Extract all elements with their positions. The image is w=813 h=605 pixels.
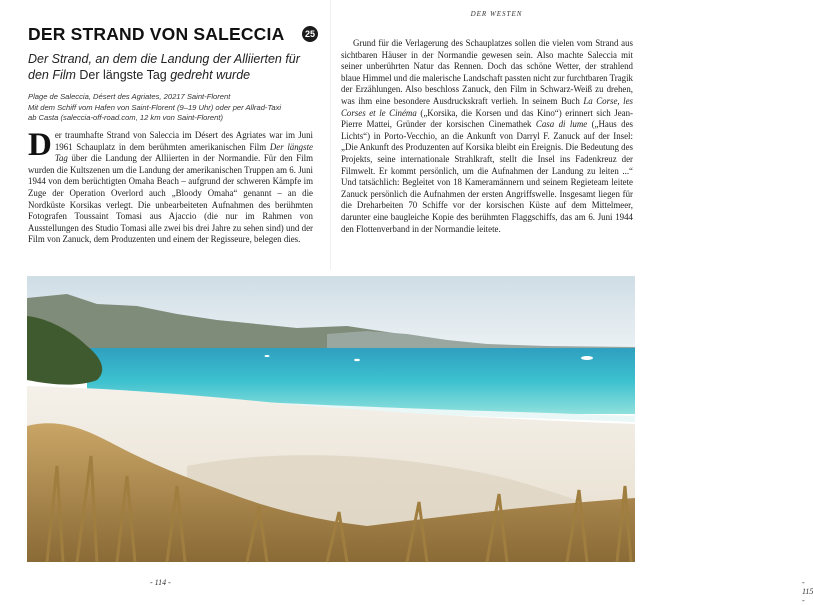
address-line: Mit dem Schiff vom Hafen von Saint-Florent (9–19 Uhr) oder per Allrad-Taxi: [28, 102, 282, 112]
title-row: [28, 24, 318, 46]
right-body-text: [341, 38, 633, 235]
address-block: [28, 92, 318, 124]
subtitle-text-2: gedreht wurde: [166, 68, 251, 82]
left-body-text: [28, 127, 313, 246]
right-body-part-2: („Korsika, die Korsen und das Kino“) erinnert sich Jean-Pierre Mattei, Gründer der korsischen Cinemathek: [341, 107, 634, 130]
boat: [354, 359, 360, 361]
subtitle-text-1: Der Strand, an dem die Landung der Alliierten für den Film: [28, 52, 300, 82]
left-body-part-2: über die Landung der Alliierten in der Normandie. Für den Film wurden die Kultszenen um die Landung der amerikanischen Truppen am 6. Juni 1944 von dem berüchtigten Omaha Beach – aufgrund der schweren Kämpfe im Zuge der Operation Overlord auch „Bloody Omaha“ genannt – an die Nordküste Korsikas verlegt. Die unbearbeiteten Aufnahmen des berühmten Fotografen Toussaint Tomasi aus Ajaccio (die nur im Rahmen von Ausstellungen des Studio Tomasi alle zwei bis drei Jahre zu sehen sind) und der Film von Zanuck, dem Produzenten und einem der Regisseure, belegen dies.: [28, 153, 313, 245]
boat: [265, 355, 270, 357]
film-title-italic: Der längste Tag: [54, 141, 313, 164]
right-body-part-3: („Haus des Lichts“) in Porto-Vecchio, an die Ankunft von Darryl F. Zanuck auf der Insel: „Die Ankunft des Produzenten auf Korsika bleibt ein Ereignis. Die Bedeutung des Projekts, seine internationale Strahlkraft, stellt die Insel ins Fadenkreuz der Filmwelt. Er kommt persönlich, um die Aufnahmen der Landung zu leiten ...“ Und tatsächlich: Begleitet von 18 Kameramännern und seinem Regieteam leitete Zanuck persönlich die Aufnahmen der ersten Angriffswelle. Insgesamt liegen für die Dreharbeiten 70 Schiffe vor der korsischen Küste auf dem Mittelmeer, darunter eine baugleiche Kopie des berühmten Flaggschiffs, das am 6. Juni 1944 den Flottenverband in der Normandie leitete.: [341, 119, 633, 234]
page-number-right: - 115 -: [802, 578, 813, 605]
beach-photo-illustration: [27, 276, 635, 562]
page-number-left: - 114 -: [150, 578, 171, 587]
running-head: DER WESTEN: [470, 10, 523, 18]
chapter-number-badge: 25: [302, 26, 318, 42]
cinematheque-name-italic: Casa di lume: [535, 119, 588, 130]
left-body-part-1: er traumhafte Strand von Saleccia im Désert des Agriates war im Juni 1961 Schauplatz in dem berühmten amerikanischen Film: [54, 130, 313, 152]
right-body-part-1: Grund für die Verlagerung des Schauplatzes sollen die vielen vom Strand aus sichtbaren Häuser in der Normandie gewesen sein. Also machte Saleccia mit seiner unberührten Natur das Rennen. Doch das schöne Wetter, der strahlend blaue Himmel und die malerische Landschaft passten nicht zur furchtbaren Tragik der Erzählungen. Also beschloss Zanuck, den Film in Schwarz-Weiß zu drehen, was ihm eine besondere Ausdruckskraft verlieh. In seinem Buch: [341, 38, 633, 106]
boat: [581, 356, 593, 360]
beach-photo: [27, 276, 635, 562]
book-title-italic: La Corse, les Corses et le Cinéma: [341, 95, 634, 118]
address-line: Plage de Saleccia, Désert des Agriates, 20217 Saint-Florent: [28, 92, 231, 101]
chapter-subtitle: [28, 51, 313, 83]
chapter-title: DER STRAND VON SALECCIA: [28, 24, 285, 44]
drop-cap: D: [28, 127, 52, 163]
address-line: ab Casta (saleccia-off-road.com, 12 km von Saint-Florent): [28, 113, 223, 122]
subtitle-film-title: Der längste Tag: [79, 68, 167, 82]
